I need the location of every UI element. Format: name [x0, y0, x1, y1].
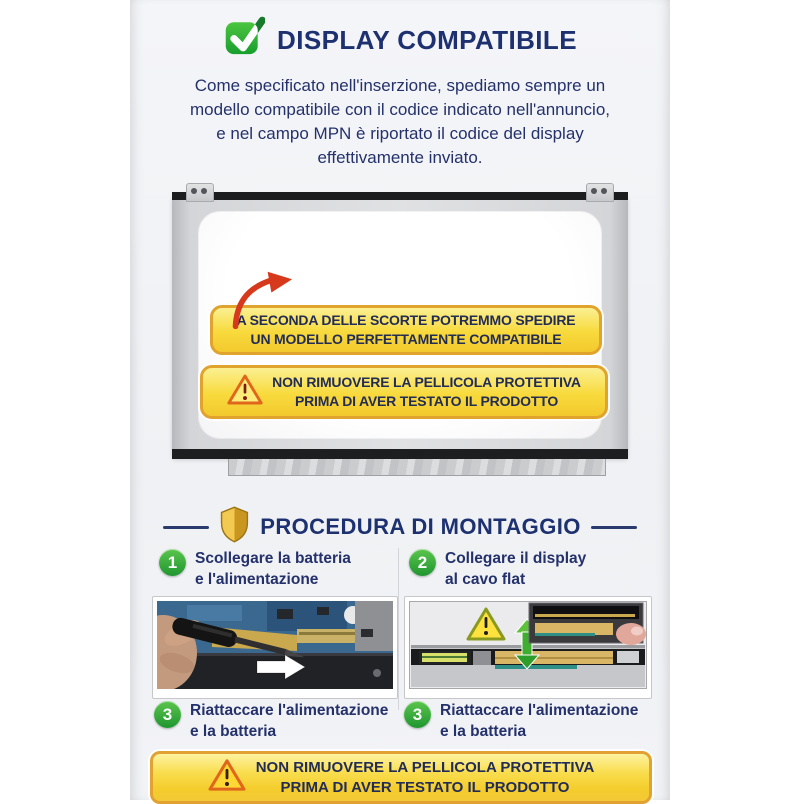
- step-3-line: Riattaccare l'alimentazione: [190, 702, 389, 719]
- step-3-line: e la batteria: [440, 723, 527, 740]
- photo-disconnect-battery: [152, 596, 398, 699]
- step-1-line: Scollegare la batteria: [195, 550, 351, 567]
- warning-triangle-icon: [208, 758, 246, 797]
- step-number-badge: 2: [409, 549, 436, 576]
- step-3-line: e la batteria: [190, 723, 277, 740]
- label-film-line: PRIMA DI AVER TESTATO IL PRODOTTO: [294, 393, 559, 409]
- label-stock-line: A SECONDA DELLE SCORTE POTREMMO SPEDIRE: [236, 312, 576, 328]
- intro-line: e nel campo MPN è riportato il codice del display: [216, 124, 584, 143]
- rule-right: [591, 526, 637, 529]
- step-3-left: [154, 700, 388, 742]
- footer-warning-banner: [150, 751, 652, 804]
- panel-bottom-strip: [172, 449, 628, 459]
- step-number-badge: 3: [154, 701, 181, 728]
- footer-warning-line: PRIMA DI AVER TESTATO IL PRODOTTO: [280, 778, 570, 796]
- hinge-bracket-left: [186, 183, 214, 202]
- step-2: [409, 548, 586, 590]
- panel-foil-cable: [228, 457, 606, 476]
- lcd-panel-illustration: [172, 183, 628, 479]
- rule-left: [163, 526, 209, 529]
- hinge-bracket-right: [586, 183, 614, 202]
- product-infographic: [130, 0, 670, 800]
- step-1-line: e l'alimentazione: [195, 571, 319, 588]
- photo-connect-flat-cable: [404, 596, 652, 699]
- label-film-notice: [200, 365, 608, 419]
- intro-line: effettivamente inviato.: [317, 148, 483, 167]
- shield-icon: [219, 506, 250, 548]
- page-title: DISPLAY COMPATIBILE: [277, 25, 577, 55]
- step-number-badge: 1: [159, 549, 186, 576]
- footer-warning-line: NON RIMUOVERE LA PELLICOLA PROTETTIVA: [255, 759, 595, 776]
- inset-connector-photo: [529, 603, 646, 645]
- procedure-header: [130, 506, 670, 548]
- step-3-right: [404, 700, 638, 742]
- intro-line: modello compatibile con il codice indicato nell'annuncio,: [190, 100, 610, 119]
- header: [130, 20, 670, 61]
- step-number-badge: 3: [404, 701, 431, 728]
- column-divider: [398, 548, 399, 710]
- step-3-line: Riattaccare l'alimentazione: [440, 702, 639, 719]
- label-film-line: NON RIMUOVERE LA PELLICOLA PROTETTIVA: [272, 374, 581, 390]
- check-icon: [223, 14, 265, 61]
- step-2-line: Collegare il display: [445, 550, 587, 567]
- label-stock-line: UN MODELLO PERFETTAMENTE COMPATIBILE: [250, 331, 562, 347]
- step-1: [159, 548, 351, 590]
- warning-triangle-icon: [227, 373, 263, 411]
- panel-top-strip: [172, 192, 628, 200]
- step-2-line: al cavo flat: [445, 571, 526, 588]
- curved-red-arrow-icon: [228, 271, 294, 334]
- intro-line: Come specificato nell'inserzione, spediamo sempre un: [194, 76, 606, 95]
- intro-paragraph: [130, 74, 670, 170]
- procedure-title: PROCEDURA DI MONTAGGIO: [260, 514, 581, 539]
